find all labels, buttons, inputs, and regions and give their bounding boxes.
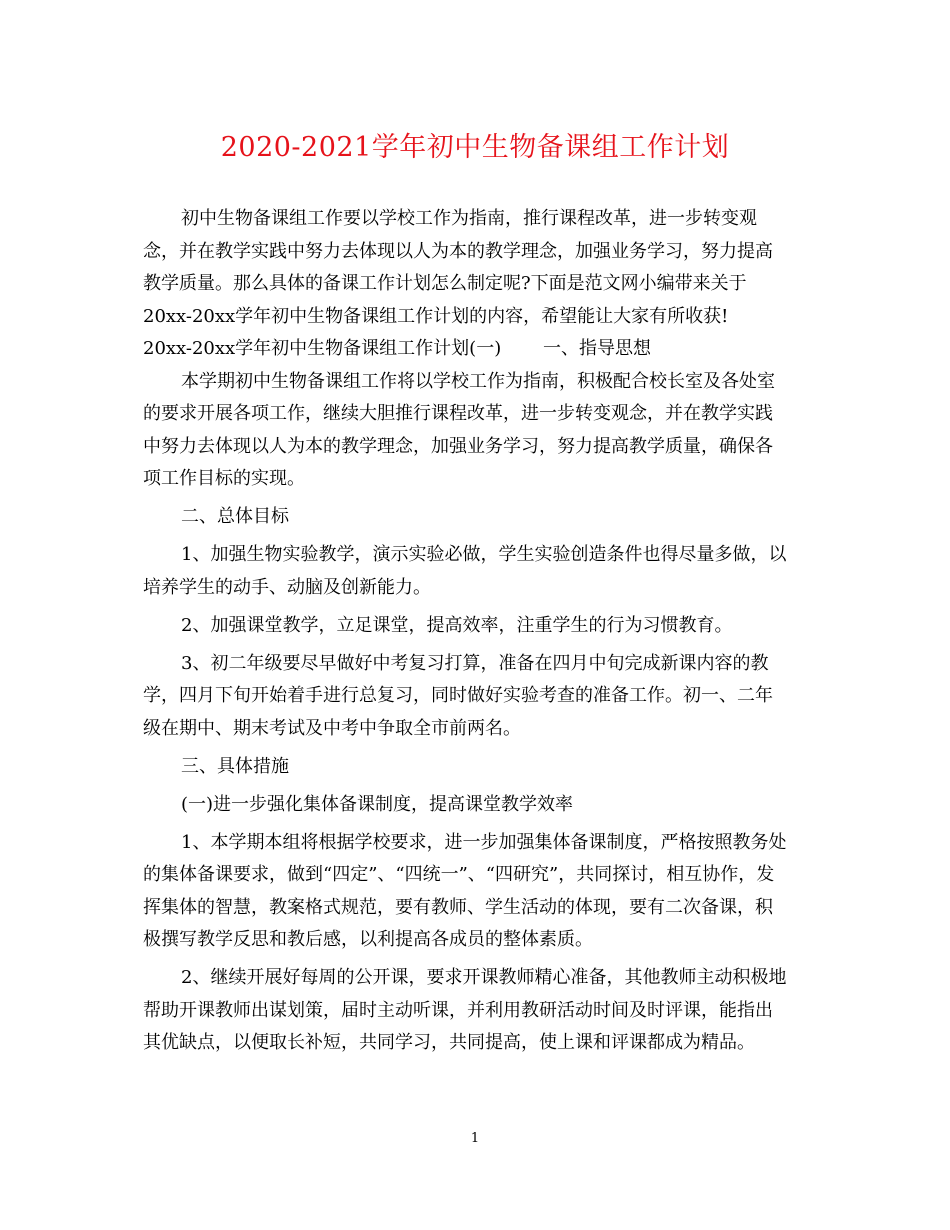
paragraph-line: 级在期中、期末考试及中考中争取全市前两名。	[143, 717, 521, 739]
paragraph-line: 挥集体的智慧，教案格式规范，要有教师、学生活动的体现，要有二次备课，积	[143, 896, 773, 918]
subsection-heading: (一)进一步强化集体备课制度，提高课堂教学效率	[181, 793, 574, 815]
paragraph-line: 极撰写教学反思和教后感，以利提高各成员的整体素质。	[143, 929, 593, 950]
paragraph-line: 1、加强生物实验教学，演示实验必做，学生实验创造条件也得尽量多做，以	[181, 544, 787, 565]
paragraph-line: 2、加强课堂教学，立足课堂，提高效率，注重学生的行为习惯教育。	[181, 614, 733, 636]
paragraph-line: 中努力去体现以人为本的教学理念，加强业务学习，努力提高教学质量，确保各	[143, 435, 773, 457]
document-title: 2020-2021学年初中生物备课组工作计划	[220, 132, 730, 163]
document-body	[143, 203, 813, 1060]
section-heading: 二、总体目标	[181, 506, 289, 527]
paragraph-line: 2、继续开展好每周的公开课，要求开课教师精心准备，其他教师主动积极地	[181, 967, 787, 988]
paragraph-line: 其优缺点，以便取长补短，共同学习，共同提高，使上课和评课都成为精品。	[143, 1032, 755, 1053]
paragraph-line: 20xx-20xx学年初中生物备课组工作计划的内容，希望能让大家有所收获!	[143, 305, 729, 327]
paragraph-line: 教学质量。那么具体的备课工作计划怎么制定呢?下面是范文网小编带来关于	[143, 273, 747, 294]
page-number: 1	[470, 1131, 480, 1146]
paragraph-line: 帮助开课教师出谋划策，届时主动听课，并利用教研活动时间及时评课，能指出	[143, 999, 773, 1021]
paragraph-line: 念，并在教学实践中努力去体现以人为本的教学理念，加强业务学习，努力提高	[143, 240, 773, 262]
section-heading: 三、具体措施	[181, 755, 289, 777]
paragraph-line: 初中生物备课组工作要以学校工作为指南，推行课程改革，进一步转变观	[181, 208, 757, 229]
paragraph-line: 学，四月下旬开始着手进行总复习，同时做好实验考查的准备工作。初一、二年	[143, 685, 773, 706]
paragraph-line: 20xx-20xx学年初中生物备课组工作计划(一) 一、指导思想	[143, 338, 651, 359]
paragraph-line: 3、初二年级要尽早做好中考复习打算，准备在四月中旬完成新课内容的教	[181, 652, 769, 674]
paragraph-line: 项工作目标的实现。	[143, 468, 305, 489]
paragraph-line: 的集体备课要求，做到“四定”、“四统一”、“四研究”，共同探讨，相互协作，发	[143, 864, 775, 885]
paragraph-line: 培养学生的动手、动脑及创新能力。	[143, 576, 431, 598]
paragraph-line: 1、本学期本组将根据学校要求，进一步加强集体备课制度，严格按照教务处	[181, 831, 787, 853]
paragraph-line: 本学期初中生物备课组工作将以学校工作为指南，积极配合校长室及各处室	[181, 370, 775, 392]
paragraph-line: 的要求开展各项工作，继续大胆推行课程改革，进一步转变观念，并在教学实践	[143, 403, 773, 424]
